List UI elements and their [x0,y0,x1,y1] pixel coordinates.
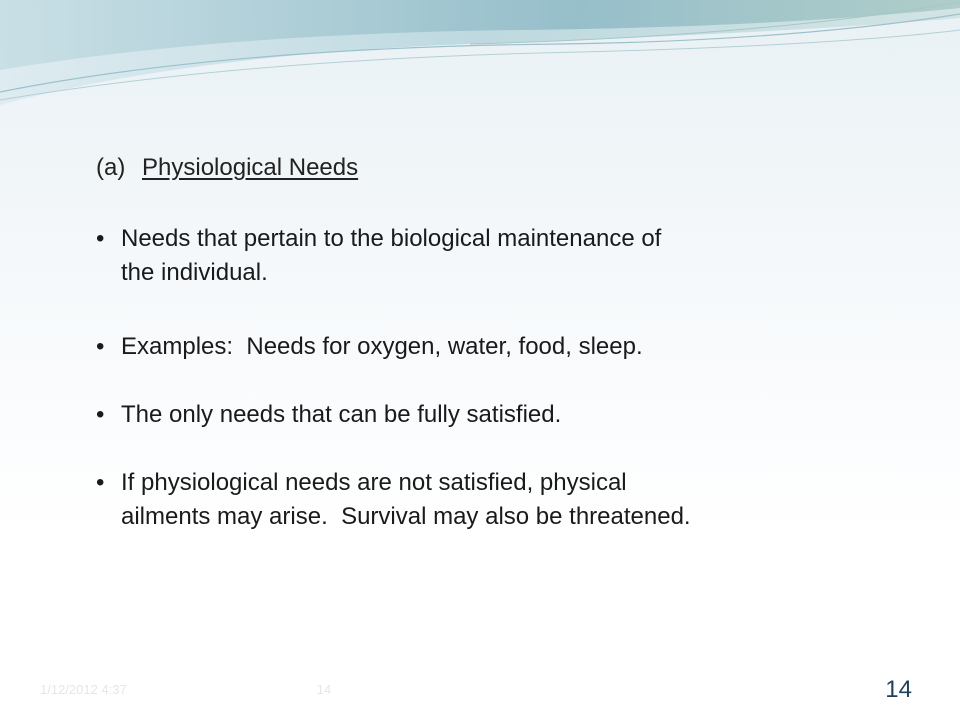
bullet-dot: • [96,225,105,252]
header-wave-decoration [0,0,960,130]
bullet-item [96,330,856,364]
bullet-line: If physiological needs are not satisfied, physical [121,469,627,496]
section-heading [96,150,358,186]
footer-date [40,682,331,697]
footer-date-text: 1/12/2012 4:37 [40,682,127,697]
bullet-item [96,466,856,534]
bullet-item [96,398,856,432]
bullet-line: Examples: Needs for oxygen, water, food, sleep. [121,333,643,360]
bullet-line: ailments may arise. Survival may also be threatened. [121,503,691,530]
heading-title: Physiological Needs [142,154,359,181]
bullet-item [96,222,856,290]
bullet-dot: • [96,469,105,496]
heading-marker: (a) [96,154,126,181]
bullet-line: Needs that pertain to the biological maintenance of [121,225,662,252]
bullet-dot: • [96,401,105,428]
bullet-list [96,222,856,534]
bullet-dot: • [96,333,105,360]
bullet-line: the individual. [121,259,268,286]
page-number: 14 [885,676,912,703]
bullet-line: The only needs that can be fully satisfied. [121,401,562,428]
footer-faint-number: 14 [316,682,332,697]
